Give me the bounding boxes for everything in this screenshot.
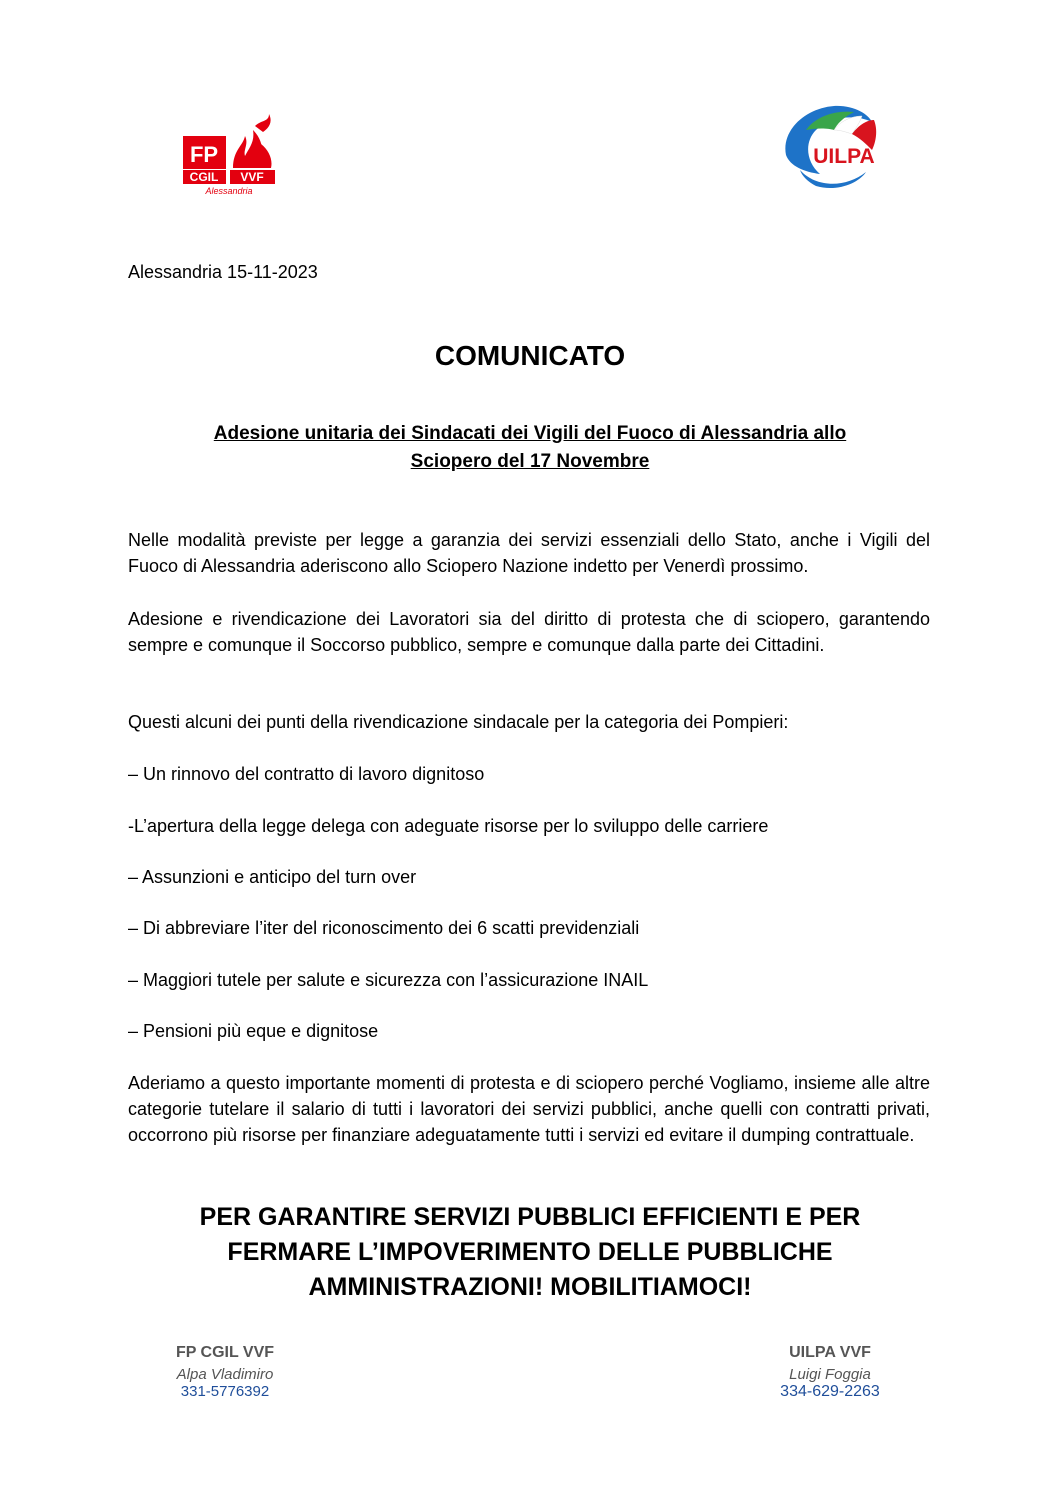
uilpa-logo [776, 100, 886, 195]
logo-caption-text: Alessandria [205, 186, 253, 196]
signature-person: Alpa Vladimiro [176, 1366, 274, 1383]
document-subtitle [128, 420, 932, 476]
list-item: – Di abbreviare l’iter del riconoscimento dei 6 scatti previdenziali [128, 918, 640, 938]
closing-slogan [128, 1200, 932, 1305]
paragraph-adesione: Adesione e rivendicazione dei Lavoratori sia del diritto di protesta che di sciopero, garantendo sempre e comunque il Soccorso pubblico, sempre e comunque dalla parte dei Cittadini. [128, 609, 930, 655]
list-item: – Maggiori tutele per salute e sicurezza con l’assicurazione INAIL [128, 970, 649, 990]
paragraph-punti: Questi alcuni dei punti della rivendicazione sindacale per la categoria dei Pompieri: [128, 712, 789, 732]
signature-phone: 331-5776392 [180, 1383, 270, 1400]
logo-cgil-text: CGIL [189, 170, 219, 184]
signature-org: UILPA VVF [789, 1344, 871, 1361]
logo-uilpa-text: UILPA [813, 145, 875, 168]
document-title: COMUNICATO [434, 340, 626, 371]
fp-cgil-logo-graphic [183, 110, 278, 198]
list-item: – Pensioni più eque e dignitose [128, 1021, 379, 1041]
signature-org: FP CGIL VVF [175, 1344, 275, 1361]
slogan-line-1: PER GARANTIRE SERVIZI PUBBLICI EFFICIENTI E PER [199, 1203, 861, 1231]
paragraph-aderiamo: Aderiamo a questo importante momenti di protesta e di sciopero perché Vogliamo, insieme alle altre categorie tutelare il salario di tutti i lavoratori dei servizi pubblici, anche quelli con contratti privati, occorrono più risorse per finanziare adeguatamente tutti i servizi ed evitare il dumping contrattuale. [128, 1073, 930, 1145]
list-item: – Assunzioni e anticipo del turn over [128, 867, 417, 887]
signature-phone: 334-629-2263 [780, 1383, 880, 1400]
signature-person: Luigi Foggia [789, 1366, 871, 1383]
uilpa-logo-graphic [776, 100, 886, 195]
logo-fp-text: FP [189, 142, 219, 167]
subtitle-line-1: Adesione unitaria dei Sindacati dei Vigili del Fuoco di Alessandria allo [213, 423, 847, 444]
fp-cgil-vvf-logo [183, 110, 278, 198]
signature-right [755, 1344, 905, 1401]
subtitle-line-2: Sciopero del 17 Novembre [410, 451, 650, 472]
signature-left [150, 1344, 300, 1400]
slogan-line-2: FERMARE L’IMPOVERIMENTO DELLE PUBBLICHE [227, 1238, 833, 1266]
list-item: -L’apertura della legge delega con adeguate risorse per lo sviluppo delle carriere [128, 816, 769, 836]
slogan-line-3: AMMINISTRAZIONI! MOBILITIAMOCI! [308, 1273, 752, 1301]
logo-vvf-text: VVF [240, 170, 264, 184]
paragraph-intro: Nelle modalità previste per legge a garanzia dei servizi essenziali dello Stato, anche i Vigili del Fuoco di Alessandria aderiscono allo Sciopero Nazione indetto per Venerdì prossimo. [128, 530, 930, 576]
list-item: – Un rinnovo del contratto di lavoro dignitoso [128, 764, 485, 784]
document-date: Alessandria 15-11-2023 [128, 262, 318, 282]
